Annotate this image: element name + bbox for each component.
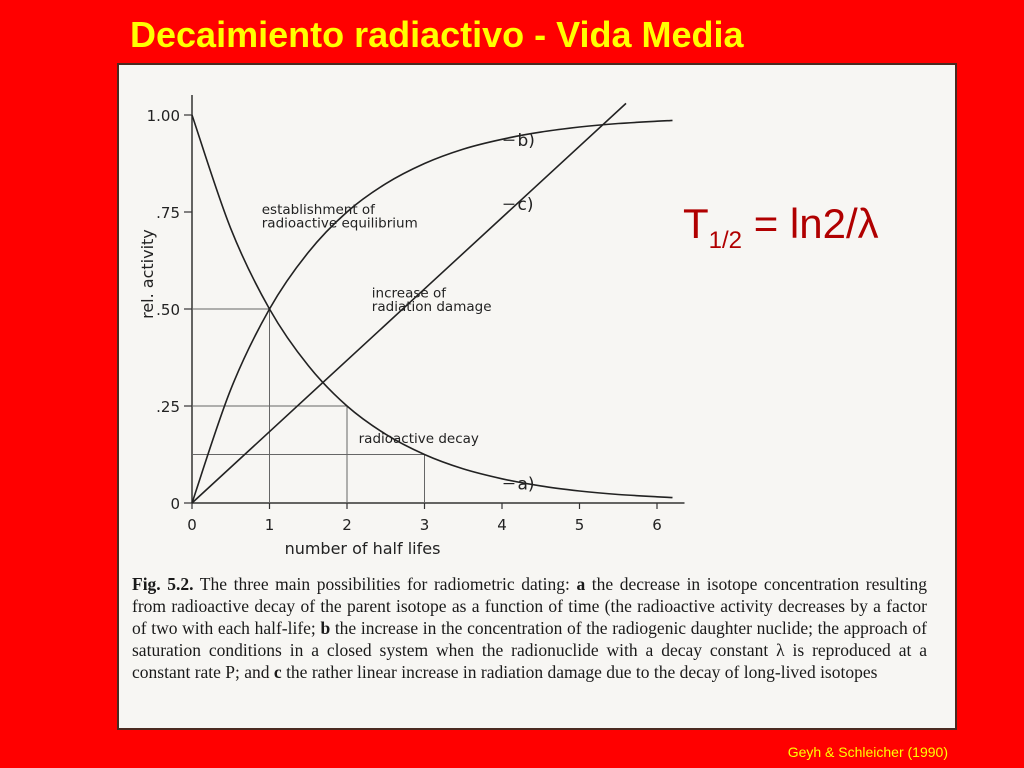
caption-text-2: the decrease in isotope concentration resulting from radioactive decay of the parent isotope as a function of time (the radioactive activity decreases by a factor of two with each half-life; bbox=[132, 574, 927, 638]
series-label-a: a) bbox=[517, 474, 535, 495]
x-tick-label: 2 bbox=[342, 516, 352, 534]
caption-bold-b: b bbox=[320, 618, 331, 638]
citation: Geyh & Schleicher (1990) bbox=[787, 744, 948, 760]
y-tick-label: 1.00 bbox=[146, 107, 180, 125]
x-tick-label: 4 bbox=[497, 516, 507, 534]
x-tick-label: 6 bbox=[652, 516, 662, 534]
caption-text-4: the rather linear increase in radiation damage due to the decay of long-lived isotopes bbox=[281, 662, 878, 682]
y-axis-label: rel. activity bbox=[138, 229, 157, 319]
caption-text-3: the increase in the concentration of the radiogenic daughter nuclide; the approach of saturation conditions in a closed system when the radionuclide with a decay constant λ is reproduced at a constant rate P; and bbox=[132, 618, 927, 682]
y-tick-label: .75 bbox=[156, 204, 180, 222]
x-tick-label: 1 bbox=[264, 516, 275, 534]
x-tick-label: 3 bbox=[419, 516, 430, 534]
x-tick-label: 5 bbox=[574, 516, 585, 534]
formula-subscript: 1/2 bbox=[708, 227, 743, 254]
formula-rest: = ln2/λ bbox=[742, 200, 879, 247]
figure-caption bbox=[132, 573, 927, 683]
slide-title: Decaimiento radiactivo - Vida Media bbox=[130, 14, 744, 55]
caption-label: Fig. 5.2. bbox=[132, 574, 194, 594]
half-life-formula bbox=[683, 200, 879, 254]
chart-annotation: radioactive equilibrium bbox=[261, 215, 418, 232]
chart-annotation: radiation damage bbox=[371, 298, 492, 315]
caption-text-1: The three main possibilities for radiometric dating: bbox=[193, 574, 577, 594]
y-tick-label: .25 bbox=[156, 398, 180, 416]
y-tick-label: 0 bbox=[170, 495, 180, 513]
chart-annotation: radioactive decay bbox=[358, 430, 479, 447]
caption-bold-c: c bbox=[273, 662, 282, 682]
formula-main: T bbox=[683, 200, 709, 247]
x-axis-label: number of half lifes bbox=[284, 539, 441, 558]
chart-annotation: increase of bbox=[371, 285, 447, 302]
caption-bold-a: a bbox=[576, 574, 586, 594]
series-label-b: b) bbox=[517, 131, 535, 152]
chart-annotation: establishment of bbox=[261, 201, 375, 218]
x-tick-label: 0 bbox=[187, 516, 197, 534]
y-tick-label: .50 bbox=[156, 301, 180, 319]
series-label-c: c) bbox=[517, 195, 534, 216]
